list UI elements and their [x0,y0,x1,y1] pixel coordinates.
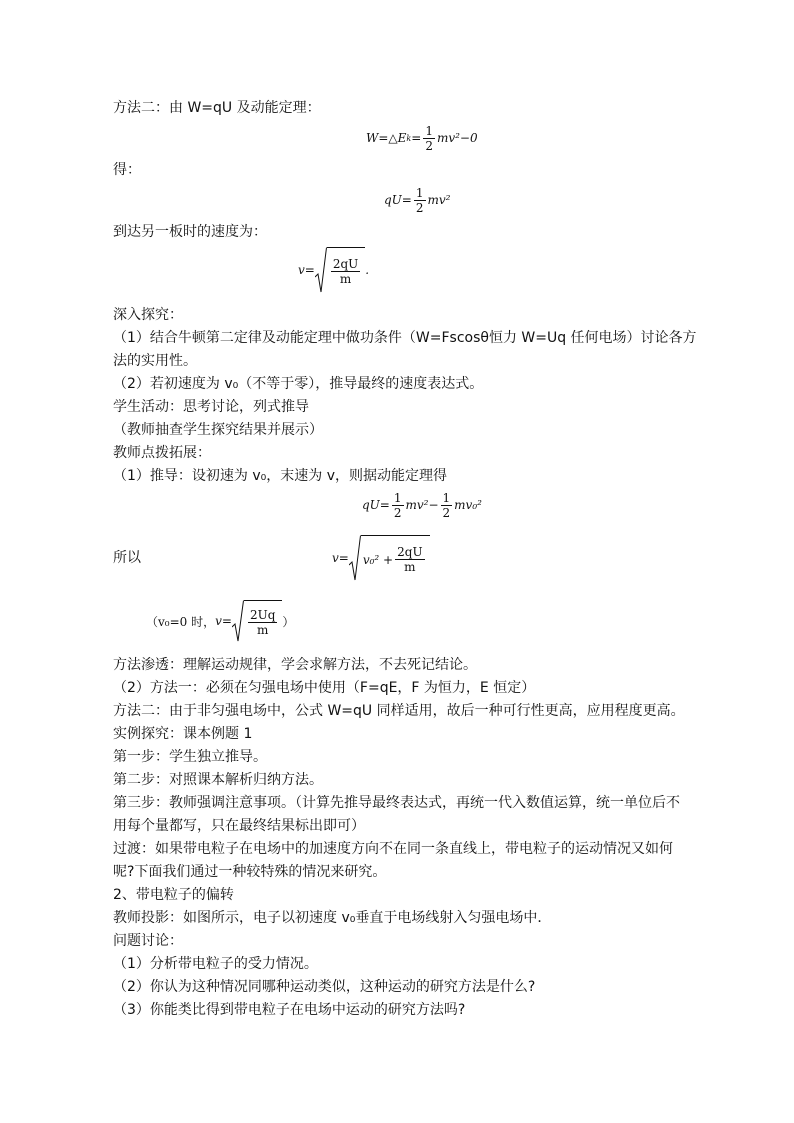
text-line: （1）结合牛顿第二定律及动能定理中做功条件（W=Fscosθ恒力 W=Uq 任何电场）讨论各方 [113,330,697,346]
text-line: （3）你能类比得到带电粒子在电场中运动的研究方法吗? [113,1002,466,1018]
text-line: （1）分析带电粒子的受力情况。 [113,956,318,972]
equation-velocity-v0 [332,534,430,582]
fraction-denominator: m [339,272,352,286]
fraction [248,608,277,637]
square-root [315,247,365,293]
radicand [244,600,282,642]
text-line: （2）你认为这种情况同哪种运动类似，这种运动的研究方法是什么? [113,979,536,995]
eq-text: v= [332,551,349,565]
text-line: （2）若初速度为 v₀（不等于零），推导最终的速度表达式。 [113,376,484,392]
equation-qu [384,180,450,220]
eq-text: mv²−0 [436,131,478,145]
text-line: 到达另一板时的速度为： [113,224,267,240]
radicand [361,535,430,581]
eq-text: mv²− [405,498,439,512]
fraction-numerator: 2qU [397,545,423,559]
text-line: 过渡：如果带电粒子在电场中的加速度方向不在同一条直线上，带电粒子的运动情况又如何 [113,841,673,857]
eq-text: = [411,131,422,145]
radical-sign-icon [232,600,244,642]
eq-text: v= [298,263,315,277]
square-root [349,535,430,581]
radicand [327,247,365,293]
text-line: 法的实用性。 [113,353,197,369]
text-line: （教师抽查学生探究结果并展示） [113,422,323,438]
fraction-numerator: 1 [415,185,424,200]
eq-text: . [365,263,370,277]
fraction [414,186,426,215]
eq-text: W=△E [366,131,407,145]
fraction [392,491,404,520]
text-line: 教师点拨拓展： [113,445,211,461]
eq-subscript: k [406,133,412,143]
text-line: 用每个量都写，只在最终结果标出即可） [113,818,365,834]
square-root [232,600,282,642]
text-line: 呢?下面我们通过一种较特殊的情况来研究。 [113,864,387,880]
eq-text: mv₀² [454,498,482,512]
text-line: （2）方法一：必须在匀强电场中使用（F=qE，F 为恒力，E 恒定） [113,680,536,696]
section-heading: 2、带电粒子的偏转 [113,887,234,903]
text-line: 方法二：由 W=qU 及动能定理： [113,100,321,116]
eq-text: mv² [427,193,451,207]
text-line: 方法二：由于非匀强电场中，公式 W=qU 同样适用，故后一种可行性更高，应用程度更高。 [113,703,685,719]
fraction-denominator: 2 [425,138,433,153]
fraction-denominator: 2 [415,200,424,215]
eq-text: qU= [362,498,390,512]
eq-text: v= [215,614,232,628]
equation-v0-zero [146,598,294,644]
fraction [395,545,424,574]
text-line: 学生活动：思考讨论，列式推导 [113,399,309,415]
fraction-numerator: 1 [442,490,451,505]
fraction-denominator: 2 [442,505,451,520]
fraction [423,124,435,153]
eq-text: （v₀=0 时， [146,614,216,629]
fraction [441,491,453,520]
text-line: 第一步：学生独立推导。 [113,749,267,765]
equation-work-energy [366,118,478,158]
text-line: 教师投影：如图所示，电子以初速度 v₀垂直于电场线射入匀强电场中． [113,910,552,926]
eq-text: v₀² + [362,552,394,567]
text-line: （1）推导：设初速为 v₀，末速为 v，则据动能定理得 [113,468,447,484]
fraction [331,257,360,286]
text-line: 问题讨论： [113,933,183,949]
text-line: 第三步：教师强调注意事项。（计算先推导最终表达式，再统一代入数值运算，统一单位后不 [113,795,680,811]
fraction-numerator: 1 [393,490,402,505]
text-line: 方法渗透：理解运动规律，学会求解方法，不去死记结论。 [113,657,477,673]
radical-sign-icon [349,535,361,581]
text-line: 第二步：对照课本解析归纳方法。 [113,772,323,788]
text-line: 深入探究： [113,307,183,323]
fraction-denominator: m [256,623,269,637]
equation-energy-v0 [362,485,482,525]
fraction-numerator: 2qU [332,257,359,271]
fraction-denominator: 2 [393,505,402,520]
eq-text: ） [282,614,295,629]
eq-text: qU= [384,193,412,207]
radical-sign-icon [315,247,327,293]
equation-velocity [298,246,369,294]
text-line: 实例探究：课本例题 1 [113,726,253,742]
text-line: 所以 [113,550,141,566]
fraction-denominator: m [404,560,416,574]
text-line: 得： [113,162,141,178]
fraction-numerator: 2Uq [249,608,276,622]
fraction-numerator: 1 [425,123,433,138]
